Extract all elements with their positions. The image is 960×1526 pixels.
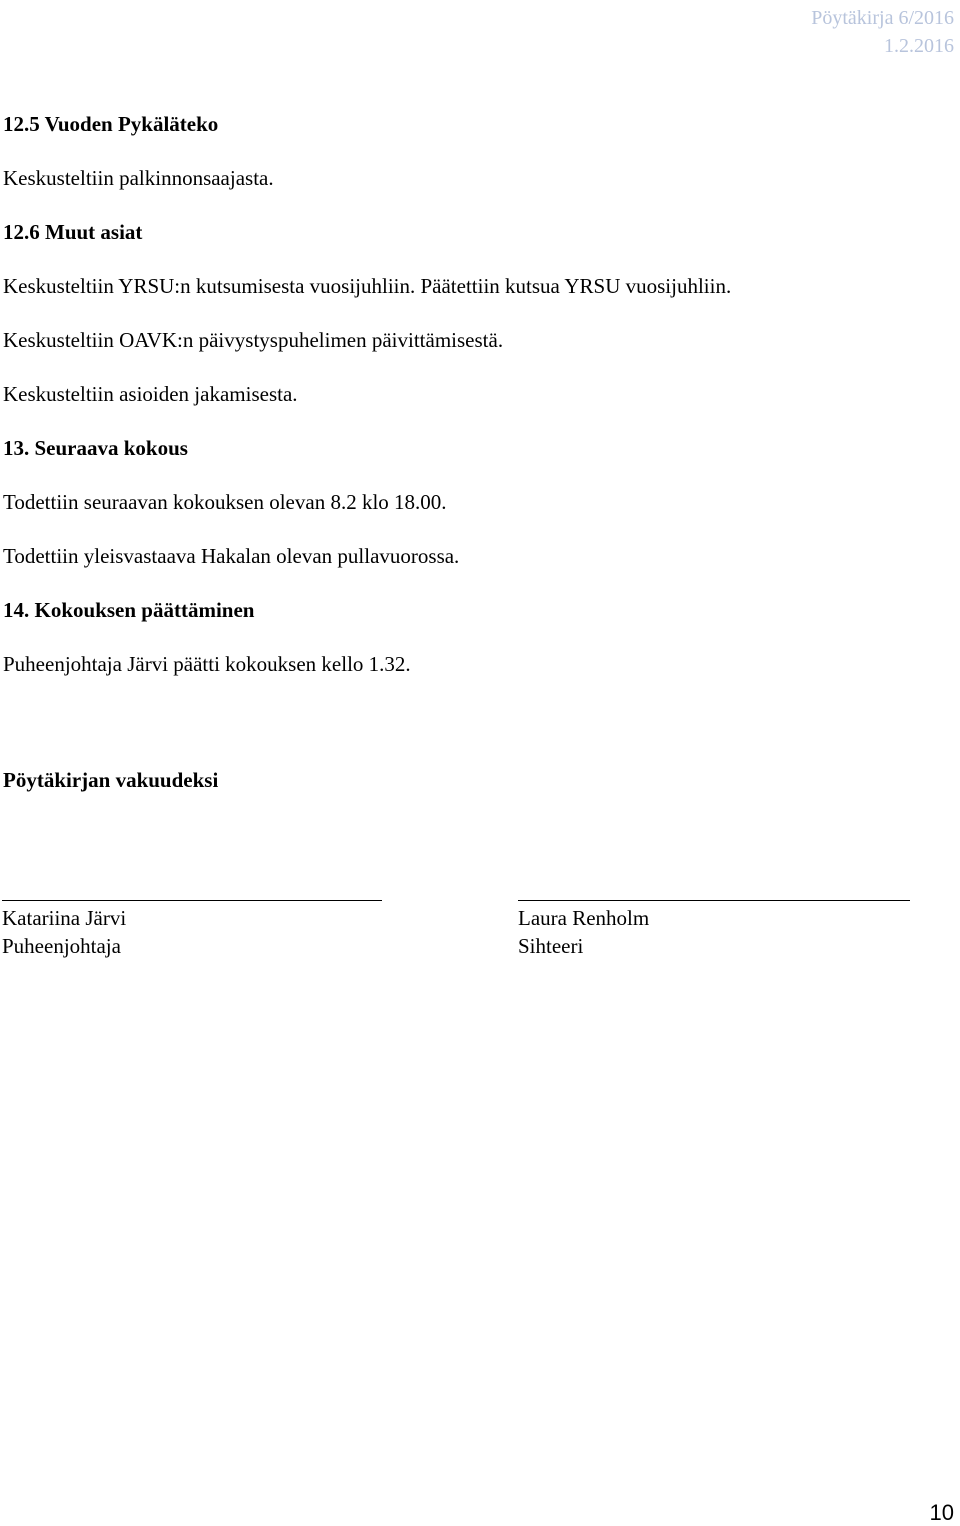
signature-block-chair [2, 900, 382, 960]
paragraph-asioiden-jakaminen: Keskusteltiin asioiden jakamisesta. [3, 382, 298, 406]
paragraph-seuraava-kokous: Todettiin seuraavan kokouksen olevan 8.2 klo 18.00. [3, 490, 447, 514]
paragraph-oavk: Keskusteltiin OAVK:n päivystyspuhelimen päivittämisestä. [3, 328, 504, 352]
signer-name: Laura Renholm [518, 906, 650, 930]
paragraph-yrsu: Keskusteltiin YRSU:n kutsumisesta vuosijuhliin. Päätettiin kutsua YRSU vuosijuhliin. [3, 274, 732, 298]
signer-role: Puheenjohtaja [2, 934, 121, 958]
header-date: 1.2.2016 [884, 35, 954, 57]
paragraph-paattaminen: Puheenjohtaja Järvi päätti kokouksen kello 1.32. [3, 652, 411, 676]
heading-vuoden-pykalateko: 12.5 Vuoden Pykäläteko [3, 112, 219, 136]
paragraph-pullavuoro: Todettiin yleisvastaava Hakalan olevan pullavuorossa. [3, 544, 460, 568]
signature-line [518, 900, 910, 901]
heading-kokouksen-paattaminen: 14. Kokouksen päättäminen [3, 598, 255, 622]
page-number: 10 [929, 1500, 954, 1525]
document-body [3, 110, 953, 704]
signature-line [2, 900, 382, 901]
paragraph-palkinnonsaaja: Keskusteltiin palkinnonsaajasta. [3, 166, 274, 190]
document-header [811, 4, 954, 60]
signer-name: Katariina Järvi [2, 906, 127, 930]
signer-role: Sihteeri [518, 934, 584, 958]
heading-muut-asiat: 12.6 Muut asiat [3, 220, 143, 244]
header-title: Pöytäkirja 6/2016 [811, 7, 954, 29]
signature-block-secretary [518, 900, 910, 960]
attestation-heading: Pöytäkirjan vakuudeksi [3, 768, 219, 792]
heading-seuraava-kokous: 13. Seuraava kokous [3, 436, 188, 460]
